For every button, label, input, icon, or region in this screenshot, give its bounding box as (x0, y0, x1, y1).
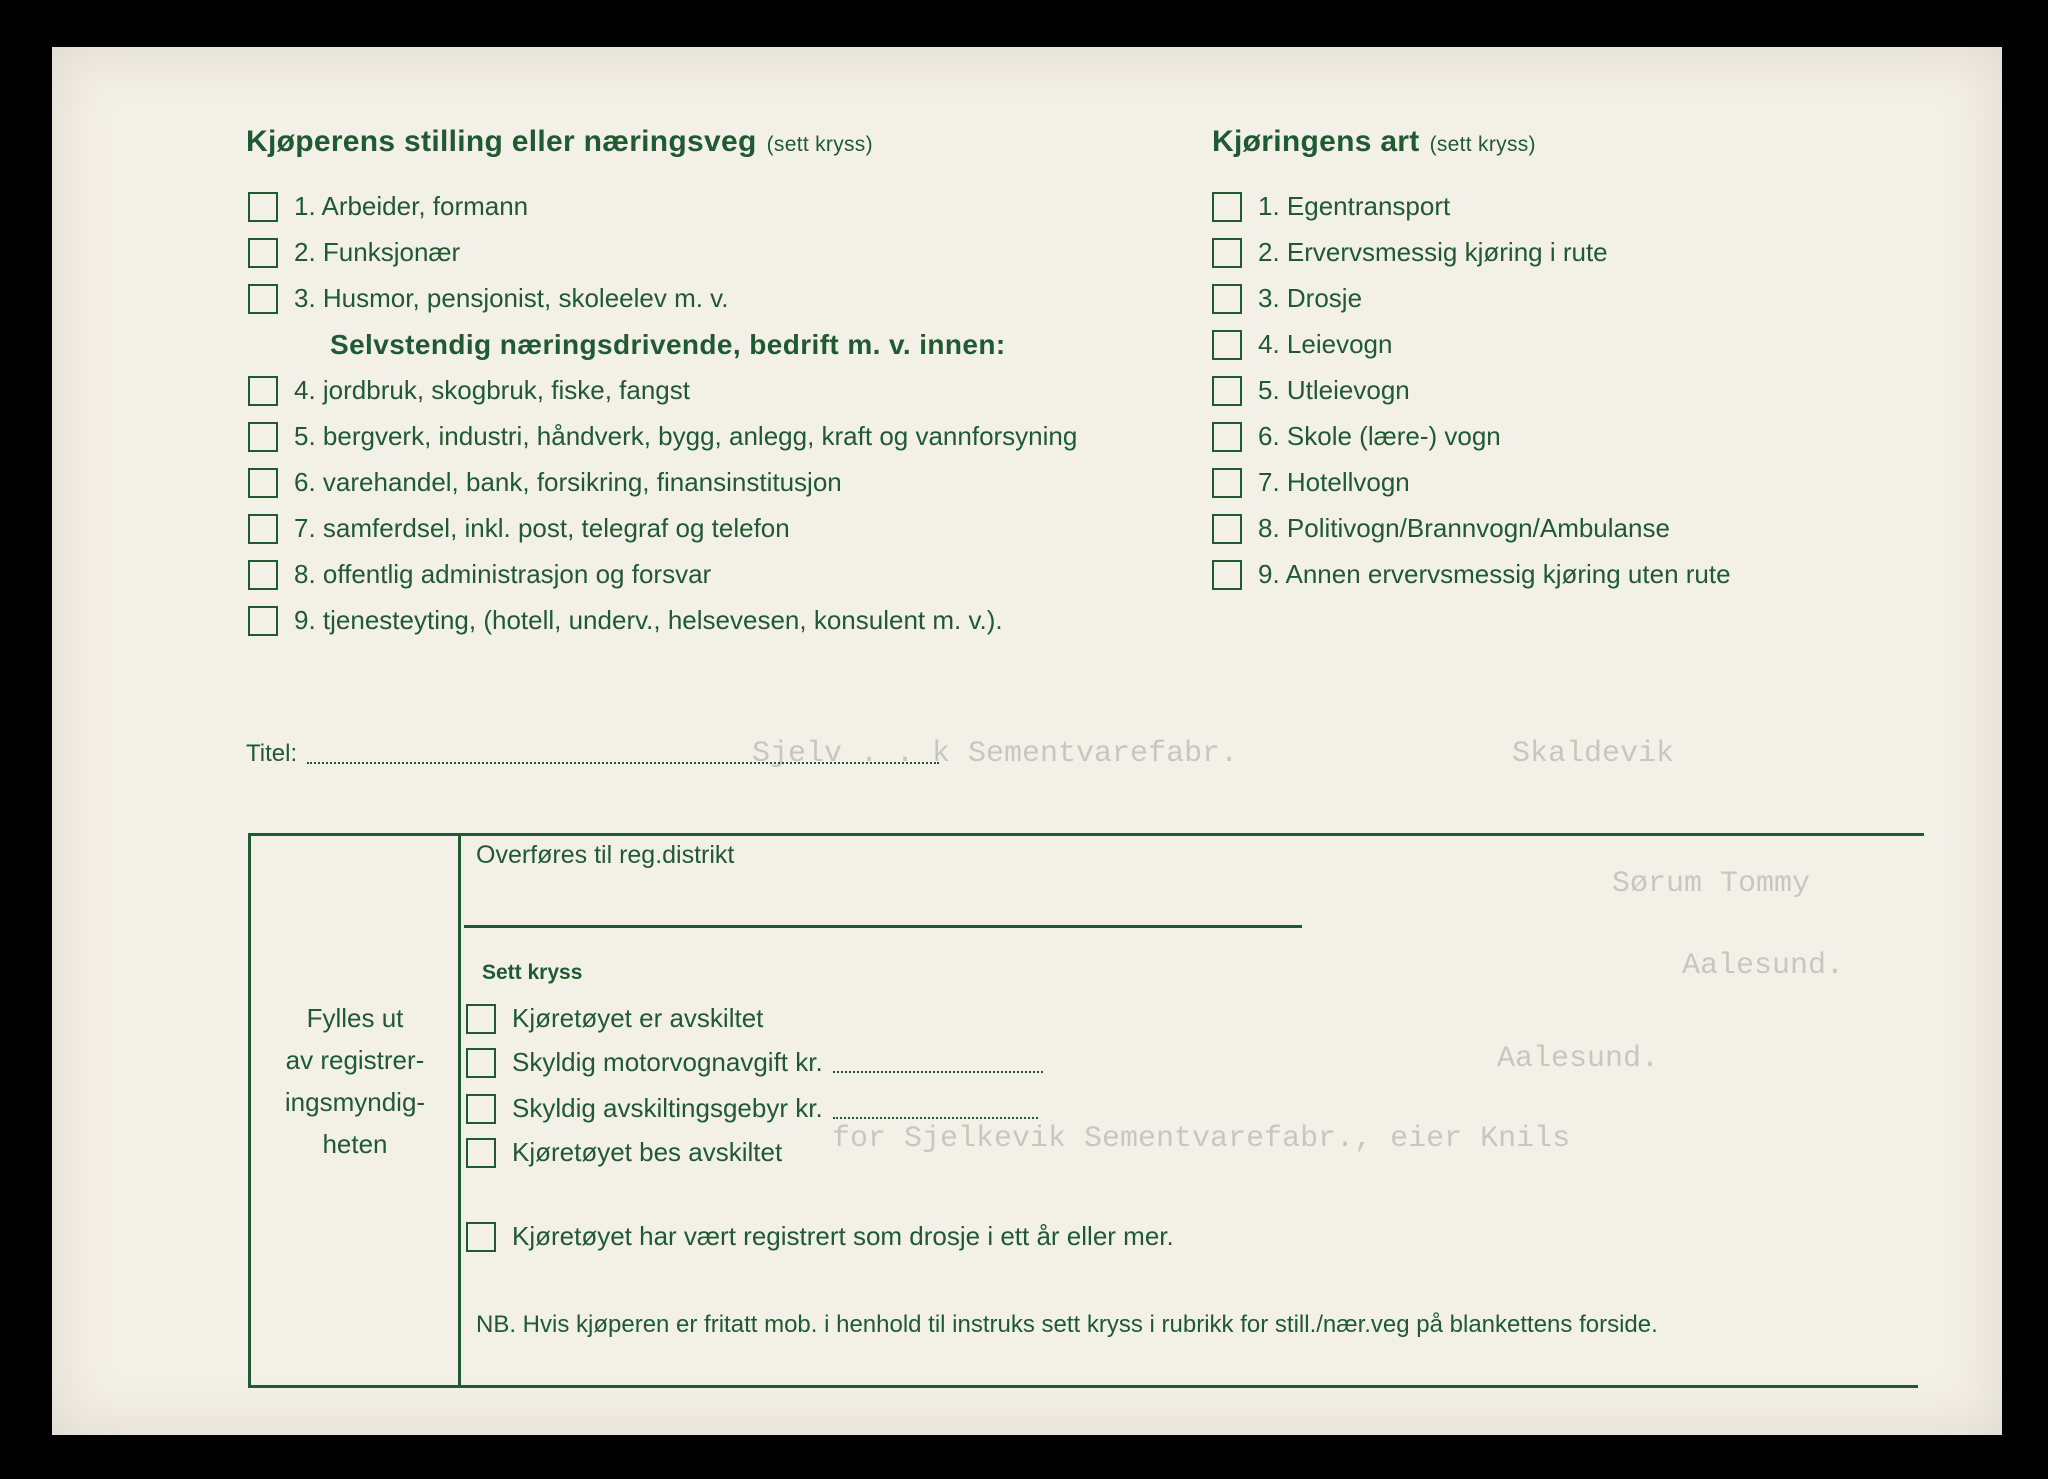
option-label: 9. Annen ervervsmessig kjøring uten rute (1258, 559, 1731, 589)
checkbox[interactable] (248, 514, 278, 544)
option-label: 6. varehandel, bank, forsikring, finansinstitusjon (294, 467, 842, 497)
option-label: 2. Ervervsmessig kjøring i rute (1258, 237, 1608, 267)
driving-option-3[interactable] (1212, 283, 1362, 314)
box-left-border (248, 833, 251, 1388)
title-field[interactable] (246, 740, 939, 768)
checkbox[interactable] (248, 238, 278, 268)
business-option-9[interactable] (248, 605, 1003, 636)
check-label: Skyldig motorvognavgift kr. (512, 1047, 823, 1077)
checkbox[interactable] (466, 1094, 496, 1124)
driving-option-9[interactable] (1212, 559, 1731, 590)
check-label: Kjøretøyet har vært registrert som drosje i ett år eller mer. (512, 1221, 1174, 1251)
authority-side-label (252, 997, 458, 1165)
option-label: 8. Politivogn/Brannvogn/Ambulanse (1258, 513, 1670, 543)
checkbox[interactable] (1212, 376, 1242, 406)
checkbox[interactable] (248, 284, 278, 314)
checkbox[interactable] (1212, 468, 1242, 498)
box-top-border (248, 833, 1924, 836)
driving-option-6[interactable] (1212, 421, 1501, 452)
business-option-6[interactable] (248, 467, 842, 498)
checkbox[interactable] (1212, 514, 1242, 544)
checkbox[interactable] (248, 560, 278, 590)
show-through-line-1: Sjelv . . k Sementvarefabr. (752, 737, 1239, 771)
checkbox[interactable] (248, 606, 278, 636)
self-employed-subheading: Selvstendig næringsdrivende, bedrift m. v. innen: (330, 329, 1006, 360)
check-label: Kjøretøyet bes avskiltet (512, 1137, 783, 1167)
check-deregistered[interactable] (466, 1003, 763, 1034)
box-divider (458, 833, 461, 1388)
check-motor-tax-owed[interactable] (466, 1047, 1043, 1078)
checkbox[interactable] (1212, 284, 1242, 314)
option-label: 8. offentlig administrasjon og forsvar (294, 559, 712, 589)
business-option-4[interactable] (248, 375, 690, 406)
business-option-7[interactable] (248, 513, 790, 544)
amount-dotted-line[interactable] (833, 1053, 1043, 1073)
sett-kryss-label: Sett kryss (482, 961, 583, 984)
occupation-option-3[interactable] (248, 283, 728, 314)
show-through-line-4: Aalesund. (1682, 949, 1845, 983)
option-label: 5. bergverk, industri, håndverk, bygg, anlegg, kraft og vannforsyning (294, 421, 1078, 451)
checkbox[interactable] (1212, 238, 1242, 268)
checkbox[interactable] (1212, 192, 1242, 222)
transfer-district-label: Overføres til reg.distrikt (476, 841, 735, 869)
box-bottom-border (248, 1385, 1918, 1388)
option-label: 2. Funksjonær (294, 237, 461, 267)
check-registered-taxi[interactable] (466, 1221, 1174, 1252)
checkbox[interactable] (248, 192, 278, 222)
business-option-5[interactable] (248, 421, 1077, 452)
checkbox[interactable] (466, 1004, 496, 1034)
driving-option-5[interactable] (1212, 375, 1410, 406)
check-request-deregistration[interactable] (466, 1137, 782, 1168)
option-label: 6. Skole (lære-) vogn (1258, 421, 1501, 451)
show-through-line-5: Aalesund. (1497, 1042, 1660, 1076)
driving-type-title: Kjøringens art (1212, 125, 1420, 158)
checkbox[interactable] (1212, 560, 1242, 590)
check-label: Kjøretøyet er avskiltet (512, 1003, 764, 1033)
occupation-option-1[interactable] (248, 191, 528, 222)
option-label: 3. Husmor, pensjonist, skoleelev m. v. (294, 283, 729, 313)
driving-type-heading (1212, 125, 1536, 159)
checkbox[interactable] (466, 1048, 496, 1078)
business-option-8[interactable] (248, 559, 711, 590)
amount-dotted-line[interactable] (833, 1099, 1038, 1119)
option-label: 9. tjenesteyting, (hotell, underv., helsevesen, konsulent m. v.). (294, 605, 1003, 635)
transfer-district-line[interactable] (464, 925, 1302, 928)
option-label: 7. Hotellvogn (1258, 467, 1410, 497)
driving-option-7[interactable] (1212, 467, 1410, 498)
side-label-line: ingsmyndig- (284, 1087, 426, 1117)
occupation-option-2[interactable] (248, 237, 460, 268)
driving-option-2[interactable] (1212, 237, 1608, 268)
option-label: 5. Utleievogn (1258, 375, 1410, 405)
option-label: 1. Arbeider, formann (294, 191, 529, 221)
check-label: Skyldig avskiltingsgebyr kr. (512, 1093, 823, 1123)
checkbox[interactable] (248, 376, 278, 406)
driving-option-4[interactable] (1212, 329, 1392, 360)
option-label: 7. samferdsel, inkl. post, telegraf og telefon (294, 513, 790, 543)
show-through-line-6: for Sjelkevik Sementvarefabr., eier Knils (832, 1122, 1571, 1156)
checkbox[interactable] (1212, 330, 1242, 360)
buyer-occupation-heading (246, 125, 873, 159)
buyer-occupation-title: Kjøperens stilling eller næringsveg (246, 125, 757, 158)
nb-note: NB. Hvis kjøperen er fritatt mob. i henhold til instruks sett kryss i rubrikk for still./nær.veg på blankettens forside. (476, 1311, 1658, 1338)
checkbox[interactable] (466, 1222, 496, 1252)
option-label: 4. Leievogn (1258, 329, 1393, 359)
title-label: Titel: (246, 740, 298, 767)
form-sheet (52, 47, 2002, 1435)
checkbox[interactable] (1212, 422, 1242, 452)
driving-type-note: (sett kryss) (1429, 133, 1536, 156)
side-label-line: heten (322, 1129, 388, 1159)
checkbox[interactable] (248, 468, 278, 498)
buyer-occupation-note: (sett kryss) (766, 133, 873, 156)
side-label-line: Fylles ut (306, 1003, 404, 1033)
driving-option-8[interactable] (1212, 513, 1670, 544)
side-label-line: av registrer- (285, 1045, 425, 1075)
title-dotted-line[interactable] (307, 744, 939, 764)
driving-option-1[interactable] (1212, 191, 1450, 222)
show-through-line-2: Skaldevik (1512, 737, 1675, 771)
option-label: 4. jordbruk, skogbruk, fiske, fangst (294, 375, 690, 405)
check-deregistration-fee-owed[interactable] (466, 1093, 1038, 1124)
checkbox[interactable] (466, 1138, 496, 1168)
option-label: 3. Drosje (1258, 283, 1363, 313)
checkbox[interactable] (248, 422, 278, 452)
option-label: 1. Egentransport (1258, 191, 1451, 221)
show-through-line-3: Sørum Tommy (1612, 867, 1811, 901)
